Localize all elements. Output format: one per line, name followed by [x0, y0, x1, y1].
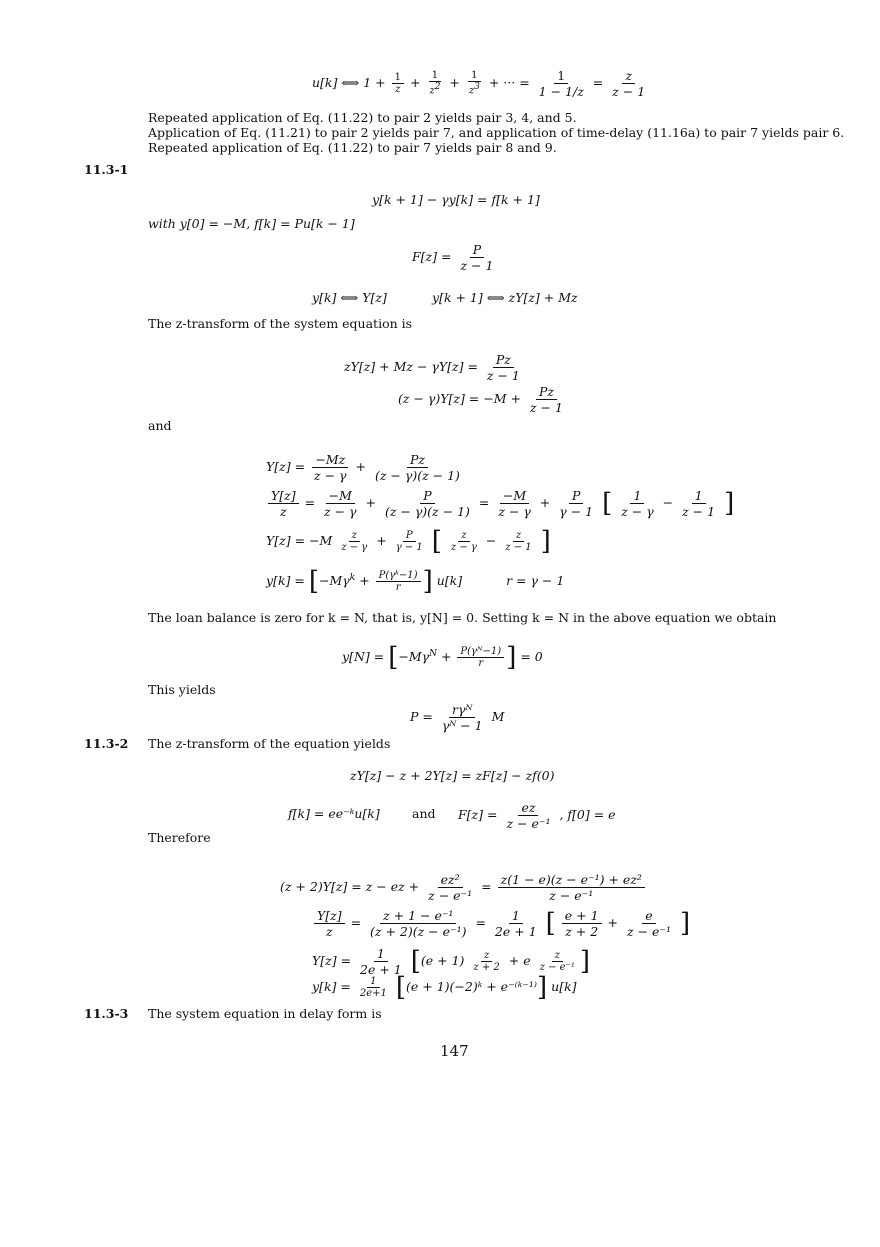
equation: P = $\frac{\text{rγᴺ}}{\text{γᴺ − 1}}$ M [410, 702, 505, 733]
text-line: The system equation in delay form is [148, 1006, 382, 1021]
page-number: 147 [440, 1042, 469, 1060]
equation: y[k + 1] ⟺ zY[z] + Mz [432, 290, 578, 305]
equation: F[z] = $\frac{ez}{\text{z − e⁻¹}}$ , f[0] = e [458, 800, 616, 831]
note-1: Repeated application of Eq. (11.22) to pair 2 yields pair 3, 4, and 5. [148, 110, 577, 125]
equation: (z − γ)Y[z] = −M + $\frac{Pz}{z - 1}$ [398, 384, 563, 415]
equation: Y[z] = $\frac{1}{2e + 1}$ [(e + 1) $\frac{z}{z + 2}$ + e $\frac{z}{\text{z − e⁻¹}}$ ] [312, 946, 590, 977]
equation: $y[k] = [-M\gamma^k$ + $\frac{\text{P(γᵏ−1)}}{r}$ ] u[k] r = γ − 1 [266, 566, 565, 597]
series-equation: u[k] ⟺ 1 + $\frac{1}{z}$ + $\frac{1}{z^2}$ + $\frac{1}{z^3}$ + ··· = $\frac{1}{1 - 1/z}$ = $\frac{z}{z - 1}$ [312, 68, 646, 99]
equation: f[k] = ee⁻ᵏu[k] [288, 806, 380, 821]
note-2: Application of Eq. (11.21) to pair 2 yields pair 7, and application of time-delay (11.16a) to pair 7 yields pair 6. [148, 125, 845, 140]
problem-label: 11.3-1 [84, 162, 129, 177]
equation: y[k + 1] − γy[k] = f[k + 1] [372, 192, 540, 207]
equation: y[k] ⟺ Y[z] [312, 290, 387, 305]
equation: (z + 2)Y[z] = z − ez + $\frac{\text{ez²}}{\text{z − e⁻¹}}$ = $\frac{\text{z(1 − e)(z − e⁻¹) + ez²}}{\text{z − e⁻¹}}$ [280, 872, 647, 903]
text-line: The z-transform of the system equation is [148, 316, 413, 331]
equation: $\frac{Y[z]}{z}$ = $\frac{\text{z + 1 − e⁻¹}}{\text{(z + 2)(z − e⁻¹)}}$ = $\frac{1}{2e + 1}$ [ $\frac{e + 1}{z + 2}$ + $\frac{e}{\text{z − e⁻¹}}$ ] [312, 908, 690, 939]
text-line: This yields [148, 682, 216, 697]
problem-label: 11.3-2 [84, 736, 129, 751]
equation: $\frac{Y[z]}{z}$ = $\frac{-M}{z - \gamma}$ + $\frac{P}{(z - \gamma)(z - 1)}$ = $\frac{-M}{z - \gamma}$ + $\frac{P}{\gamma - 1}$ [ $\frac{1}{z - \gamma}$ − $\frac{1}{z - 1}$ ] [266, 488, 734, 519]
note-3: Repeated application of Eq. (11.22) to pair 7 yields pair 8 and 9. [148, 140, 557, 155]
equation: Y[z] = $\frac{-Mz}{z - \gamma}$ + $\frac{Pz}{(z - \gamma)(z - 1)}$ [266, 452, 460, 483]
text-line: with y[0] = −M, f[k] = Pu[k − 1] [148, 216, 355, 231]
equation: $y[N] = [-M\gamma^N$ + $\frac{\text{P(γᴺ−1)}}{r}$ ] = 0 [342, 642, 543, 673]
text-line: and [412, 806, 436, 821]
equation: zY[z] − z + 2Y[z] = zF[z] − zf(0) [350, 768, 555, 783]
text-line: and [148, 418, 172, 433]
text-line: The loan balance is zero for k = N, that is, y[N] = 0. Setting k = N in the above equation we obtain [148, 610, 777, 625]
equation: F[z] = $\frac{P}{z - 1}$ [412, 242, 494, 273]
text-line: The z-transform of the equation yields [148, 736, 391, 751]
equation: Y[z] = −M $\frac{z}{z - \gamma}$ + $\frac{P}{\gamma - 1}$ [ $\frac{z}{z - \gamma}$ − $\frac{z}{z - 1}$ ] [266, 526, 551, 557]
text-line: Therefore [148, 830, 211, 845]
problem-label: 11.3-3 [84, 1006, 129, 1021]
equation: zY[z] + Mz − γY[z] = $\frac{Pz}{z - 1}$ [344, 352, 520, 383]
equation: y[k] = $\frac{1}{2e+1}$ [(e + 1)(−2)ᵏ + e⁻⁽ᵏ⁻¹⁾] u[k] [312, 972, 577, 1003]
